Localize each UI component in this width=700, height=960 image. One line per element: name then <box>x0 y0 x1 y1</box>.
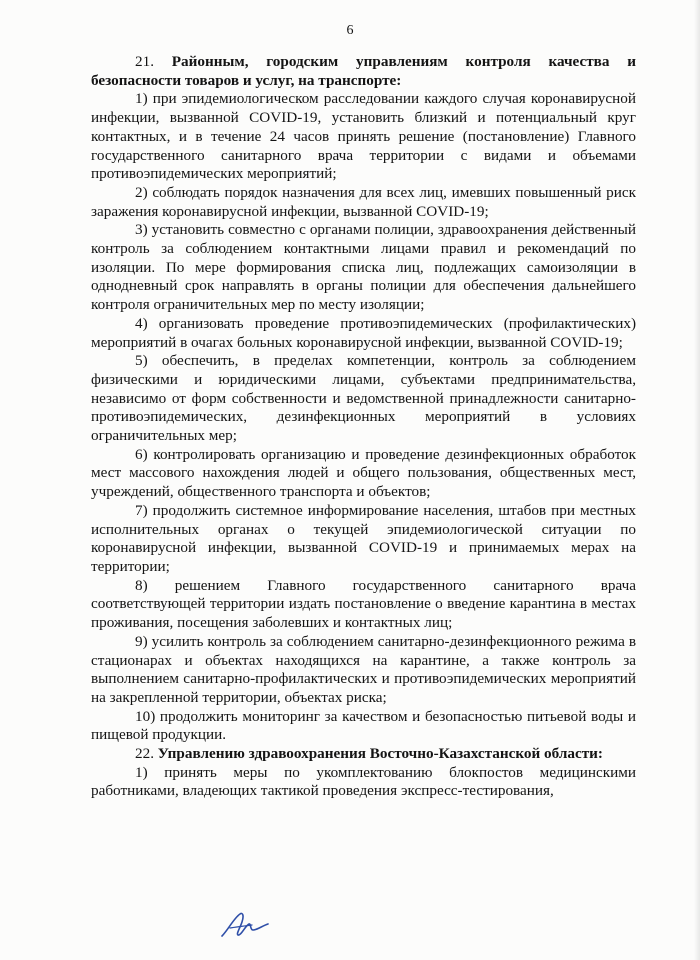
page-number: 6 <box>346 23 354 38</box>
signature-initial-icon <box>218 908 272 950</box>
section-22-item-1: 1) принять меры по укомплектованию блокпостов медицинскими работниками, владеющих тактикой проведения экспресс-тестирования, <box>91 763 636 800</box>
section-22-title: Управлению здравоохранения Восточно-Казахстанской области: <box>157 745 603 763</box>
section-22-number: 22. <box>135 745 154 763</box>
document-body <box>91 53 636 801</box>
section-21-item-9: 9) усилить контроль за соблюдением санитарно-дезинфекционного режима в стационарах и объектах находящихся на карантине, а также контроль за выполнением санитарно-профилактических и противоэпидемических мероприятий на закрепленной территории, объектах риска; <box>91 632 636 706</box>
section-21-title: Районным, городским управлениям контроля качества и безопасности товаров и услуг, на транспорте: <box>91 53 637 89</box>
section-21-heading <box>91 53 636 90</box>
section-21-item-6: 6) контролировать организацию и проведение дезинфекционных обработок мест массового нахождения людей и общего пользования, общественных мест, учреждений, общественного транспорта и объектов; <box>91 445 636 501</box>
section-21-item-7: 7) продолжить системное информирование населения, штабов при местных исполнительных органах о текущей эпидемиологической ситуации по коронавирусной инфекции, вызванной COVID-19 и принимаемых мерах на территории; <box>91 501 636 575</box>
section-21-item-1: 1) при эпидемиологическом расследовании каждого случая коронавирусной инфекции, вызванной COVID-19, установить близкий и потенциальный круг контактных, и в течение 24 часов принять решение (постановление) Главного государственного санитарного врача территории с видами и объемами противоэпидемических мероприятий; <box>91 90 636 183</box>
section-21-item-3: 3) установить совместно с органами полиции, здравоохранения действенный контроль за соблюдением контактными лицами правил и рекомендаций по изоляции. По мере формирования списка лиц, подлежащих самоизоляции в однодневный срок направлять в органы полиции для обеспечения дальнейшего контроля ограничительных мер по месту изоляции; <box>91 221 636 314</box>
section-21-item-10: 10) продолжить мониторинг за качеством и безопасностью питьевой воды и пищевой продукции. <box>91 707 636 744</box>
section-21-number: 21. <box>135 53 154 70</box>
section-21-item-2: 2) соблюдать порядок назначения для всех лиц, имевших повышенный риск заражения коронавирусной инфекции, вызванной COVID-19; <box>91 183 636 220</box>
section-21-item-4: 4) организовать проведение противоэпидемических (профилактических) мероприятий в очагах больных коронавирусной инфекции, вызванной COVID-19; <box>91 314 636 351</box>
section-21-item-5: 5) обеспечить, в пределах компетенции, контроль за соблюдением физическими и юридическими лицами, субъектами предпринимательства, независимо от форм собственности и ведомственной принадлежности санитарно-противоэпидемических, дезинфекционных мероприятий в условиях ограничительных мер; <box>91 352 636 445</box>
section-21-item-8: 8) решением Главного государственного санитарного врача соответствующей территории издать постановление о введение карантина в местах проживания, посещения заболевших и контактных лиц; <box>91 576 636 632</box>
page-edge-shadow <box>694 0 700 960</box>
section-22-heading <box>91 745 636 764</box>
